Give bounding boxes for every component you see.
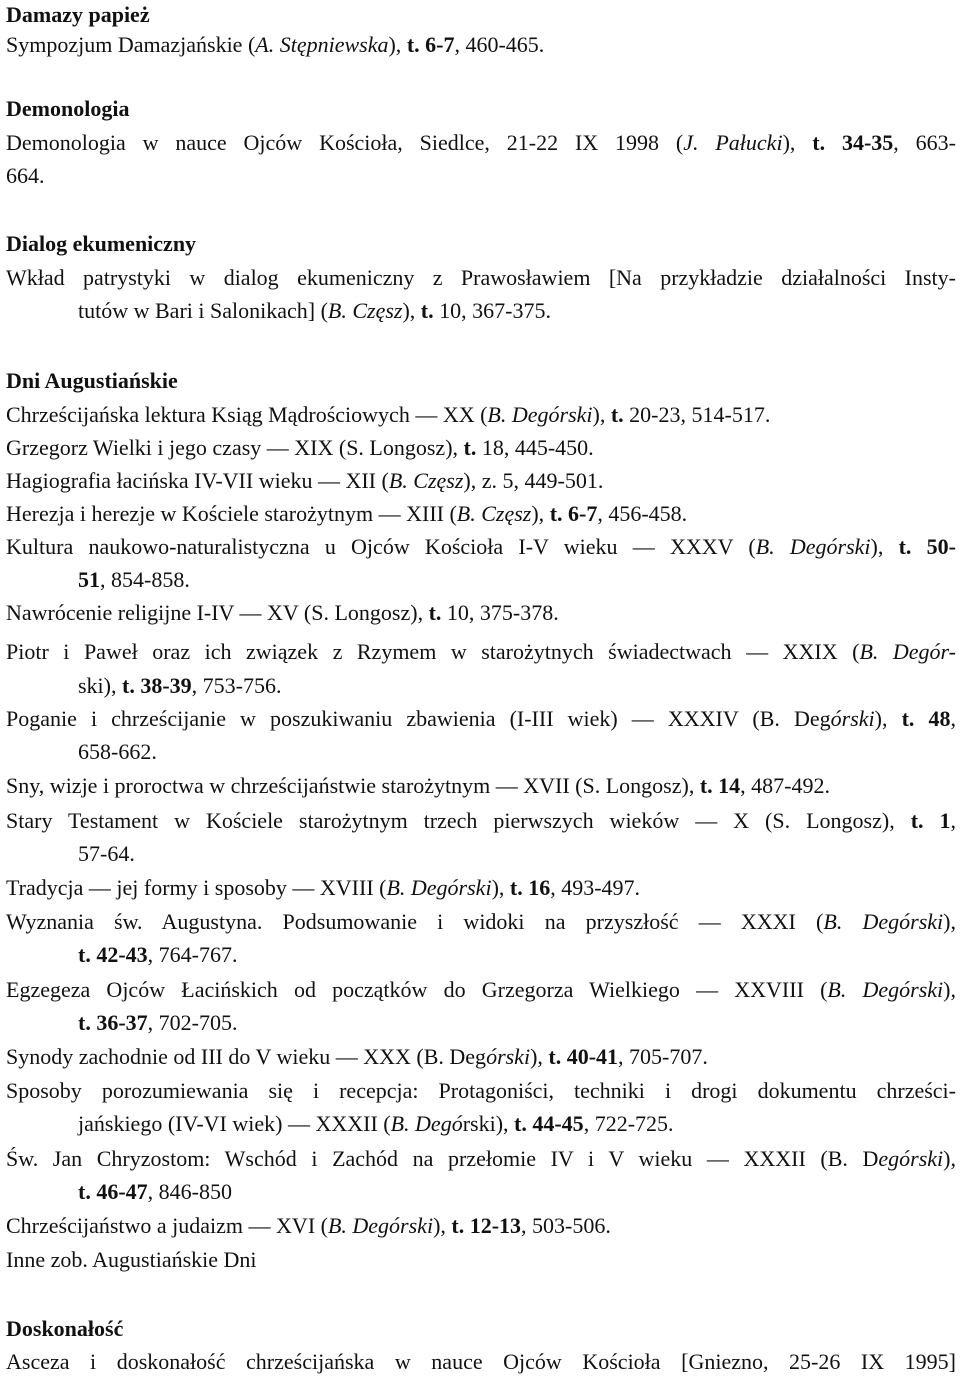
entry-text: jańskiego (IV-VI wiek) ― XXXII (: [78, 1111, 391, 1136]
entry-text: tutów w Bari i Salonikach] (: [78, 298, 328, 323]
entry-text: Grzegorz Wielki i jego czasy ― XIX (S. Longosz),: [6, 435, 464, 460]
entry-text: ),: [388, 32, 407, 57]
index-entry-line: [6, 910, 956, 934]
entry-text: ),: [782, 131, 813, 155]
entry-text: Sposoby porozumiewania się i recepcja: Protagoniści, techniki i drogi dokumentu chrześci-: [6, 1079, 956, 1103]
index-entry-line: [6, 164, 956, 188]
index-entry-line: [6, 876, 956, 900]
volume-number: t. 38-39: [122, 673, 192, 698]
volume-number: t. 14: [699, 773, 741, 798]
entry-text: ),: [530, 1044, 549, 1069]
entry-text: Synody zachodnie od III do V wieku ― XXX (B. Deg: [6, 1044, 487, 1069]
volume-number: t.: [463, 435, 477, 460]
entry-text: , 705-707.: [618, 1044, 708, 1069]
volume-number: t.: [428, 600, 442, 625]
entry-text: Nawrócenie religijne I-IV ― XV (S. Longosz),: [6, 600, 429, 625]
entry-text: Chrześcijańska lektura Ksiąg Mądrościowych ― XX (: [6, 402, 488, 427]
index-entry-line: [6, 707, 956, 731]
entry-text: 18, 445-450.: [476, 435, 594, 460]
entry-text: Hagiografia łacińska IV-VII wieku ― XII (: [6, 468, 389, 493]
index-entry-line: [6, 1214, 956, 1238]
index-entry-line: [78, 568, 956, 592]
entry-text: , 764-767.: [147, 942, 238, 967]
entry-text: ), z. 5, 449-501.: [463, 468, 604, 493]
index-entry-line: [78, 1112, 956, 1136]
index-entry-line: [6, 436, 956, 460]
entry-text: ),: [592, 402, 611, 427]
index-entry-line: [6, 403, 956, 427]
volume-number: t. 44-45: [514, 1111, 584, 1136]
volume-number: t. 40-41: [548, 1044, 619, 1069]
entry-text: ),: [943, 910, 956, 934]
volume-number: t. 34-35: [812, 131, 894, 155]
index-entry-line: [78, 1011, 956, 1035]
entry-text: ),: [943, 1147, 956, 1171]
author-name: B. Degórski: [755, 535, 871, 559]
author-name: B. Degórski: [327, 1213, 434, 1238]
volume-number: t. 12-13: [451, 1213, 522, 1238]
index-entry-line: [78, 842, 956, 866]
entry-text: Kultura naukowo-naturalistyczna u Ojców Kościoła I-V wieku ― XXXV (: [6, 535, 756, 559]
author-name: B. Częsz: [456, 501, 532, 526]
index-entry-line: [6, 131, 956, 155]
entry-text: , 456-458.: [597, 501, 688, 526]
entry-text: 57-64.: [78, 841, 135, 866]
entry-text: Herezja i herezje w Kościele starożytnym ― XIII (: [6, 501, 457, 526]
index-entry-line: [6, 535, 956, 559]
index-entry-line: [6, 1350, 956, 1374]
author-name: egórski: [878, 1147, 944, 1171]
entry-text: Sympozjum Damazjańskie (: [6, 32, 256, 57]
index-entry-line: [6, 266, 956, 290]
index-entry-line: [78, 943, 956, 967]
author-name: B. Degór-: [859, 640, 956, 664]
volume-number: 51: [78, 567, 100, 592]
index-entry-line: [6, 1147, 956, 1171]
entry-text: Tradycja ― jej formy i sposoby ― XVIII (: [6, 875, 387, 900]
entry-text: , 753-756.: [191, 673, 282, 698]
entry-text: ,: [950, 809, 956, 833]
entry-text: Piotr i Paweł oraz ich związek z Rzymem w starożytnych świadectwach ― XXIX (: [6, 640, 860, 664]
entry-text: ),: [870, 535, 899, 559]
author-name: B. Degórski: [386, 875, 492, 900]
author-name: B. Częsz: [327, 298, 403, 323]
author-name: J. Pałucki: [683, 131, 783, 155]
section-heading: Demonologia: [6, 96, 130, 121]
volume-number: t. 16: [509, 875, 551, 900]
entry-text: ski),: [78, 673, 122, 698]
entry-text: Egzegeza Ojców Łacińskich od początków do Grzegorza Wielkiego ― XXVIII (: [6, 978, 828, 1002]
entry-text: 664.: [6, 163, 45, 188]
entry-text: ),: [874, 707, 902, 731]
entry-text: ),: [531, 501, 550, 526]
index-entry-line: [6, 1248, 956, 1272]
index-entry-line: [6, 978, 956, 1002]
entry-text: Wkład patrystyki w dialog ekumeniczny z Prawosławiem [Na przykładzie działalności Insty-: [6, 266, 956, 290]
index-entry-line: [6, 640, 956, 664]
section-heading: Dni Augustiańskie: [6, 368, 178, 393]
index-entry-line: [6, 502, 956, 526]
author-name: B. Częsz: [388, 468, 464, 493]
entry-text: Stary Testament w Kościele starożytnym trzech pierwszych wieków ― X (S. Longosz),: [6, 809, 911, 833]
entry-text: ),: [433, 1213, 452, 1238]
entry-text: ,: [950, 707, 956, 731]
entry-text: 658-662.: [78, 739, 157, 764]
entry-text: , 702-705.: [147, 1010, 238, 1035]
entry-text: ),: [943, 978, 956, 1002]
entry-text: ),: [402, 298, 421, 323]
volume-number: t. 48: [901, 707, 951, 731]
index-entry-line: [6, 774, 956, 798]
entry-text: , 846-850: [147, 1179, 232, 1204]
index-entry-line: [6, 1045, 956, 1069]
entry-text: 10, 367-375.: [433, 298, 551, 323]
author-name: B. Degó: [390, 1111, 463, 1136]
entry-text: Wyznania św. Augustyna. Podsumowanie i widoki na przyszłość ― XXXI (: [6, 910, 824, 934]
author-name: B. Degórski: [827, 978, 944, 1002]
index-entry-line: [6, 33, 956, 57]
index-entry-line: [6, 601, 956, 625]
entry-text: , 460-465.: [454, 32, 545, 57]
section-heading: Doskonałość: [6, 1316, 124, 1341]
entry-text: Inne zob. Augustiańskie Dni: [6, 1247, 257, 1272]
entry-text: 10, 375-378.: [441, 600, 559, 625]
volume-number: t. 6-7: [406, 32, 455, 57]
volume-number: t. 42-43: [78, 942, 148, 967]
entry-text: , 487-492.: [740, 773, 830, 798]
entry-text: , 503-506.: [521, 1213, 611, 1238]
author-name: órski: [830, 707, 875, 731]
volume-number: t. 36-37: [78, 1010, 148, 1035]
author-name: órski: [486, 1044, 531, 1069]
index-entry-line: [78, 674, 956, 698]
entry-text: Demonologia w nauce Ojców Kościoła, Siedlce, 21-22 IX 1998 (: [6, 131, 684, 155]
entry-text: Św. Jan Chryzostom: Wschód i Zachód na przełomie IV i V wieku ― XXXII (B. D: [6, 1147, 879, 1171]
index-entry-line: [6, 1079, 956, 1103]
index-entry-line: [78, 740, 956, 764]
volume-number: t.: [610, 402, 624, 427]
author-name: A. Stępniewska: [255, 32, 389, 57]
section-heading: Dialog ekumeniczny: [6, 231, 197, 256]
entry-text: Sny, wizje i proroctwa w chrześcijaństwie starożytnym ― XVII (S. Longosz),: [6, 773, 700, 798]
section-heading: Damazy papież: [6, 2, 150, 27]
volume-number: t. 46-47: [78, 1179, 148, 1204]
volume-number: t.: [420, 298, 434, 323]
entry-text: 20-23, 514-517.: [623, 402, 771, 427]
author-name: B. Degórski: [487, 402, 593, 427]
index-entry-line: [6, 469, 956, 493]
entry-text: , 854-858.: [100, 567, 190, 592]
entry-text: , 663-: [893, 131, 956, 155]
author-name: B. Degórski: [823, 910, 944, 934]
entry-text: , 722-725.: [583, 1111, 674, 1136]
entry-text: Asceza i doskonałość chrześcijańska w nauce Ojców Kościoła [Gniezno, 25-26 IX 1995]: [6, 1350, 956, 1374]
volume-number: t. 50-: [898, 535, 956, 559]
entry-text: Chrześcijaństwo a judaizm ― XVI (: [6, 1213, 328, 1238]
volume-number: t. 6-7: [549, 501, 598, 526]
index-entry-line: [78, 299, 956, 323]
entry-text: rski),: [462, 1111, 515, 1136]
volume-number: t. 1: [910, 809, 951, 833]
index-entry-line: [78, 1180, 956, 1204]
index-entry-line: [6, 809, 956, 833]
entry-text: Poganie i chrześcijanie w poszukiwaniu zbawienia (I-III wiek) ― XXXIV (B. Deg: [6, 707, 831, 731]
entry-text: ),: [491, 875, 510, 900]
entry-text: , 493-497.: [550, 875, 641, 900]
